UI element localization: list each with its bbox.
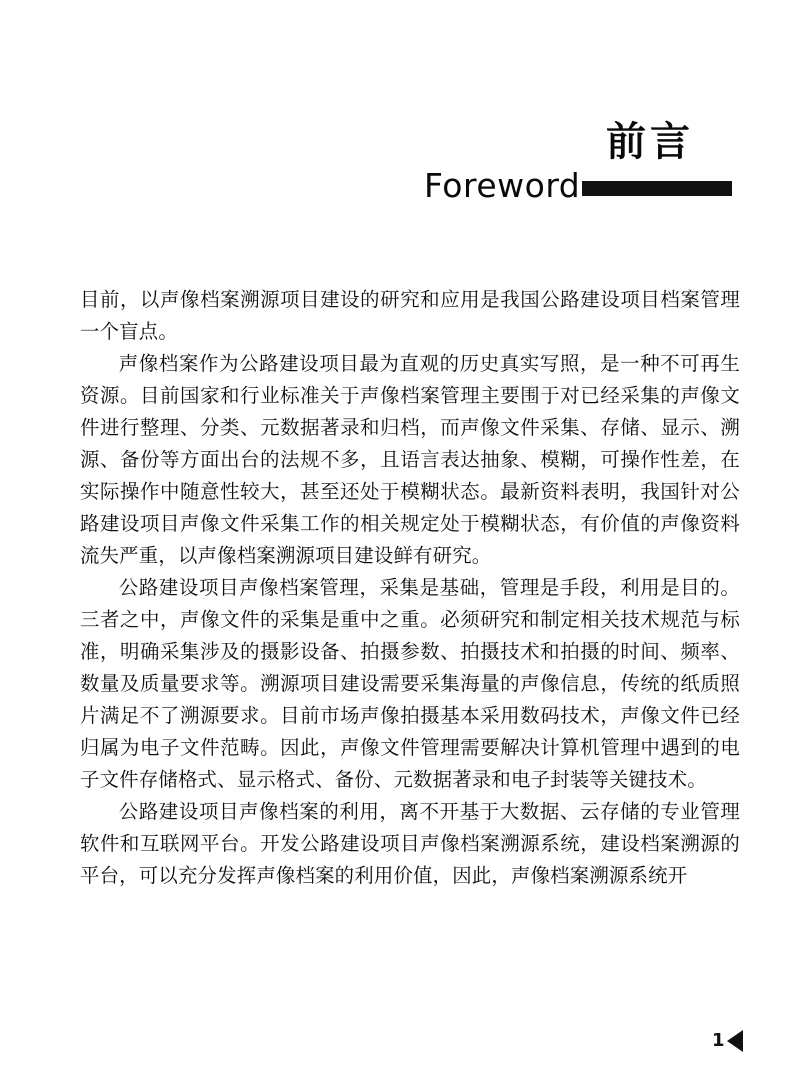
body-text <box>80 284 740 892</box>
page-title-english: Foreword <box>424 166 581 205</box>
paragraph-2: 声像档案作为公路建设项目最为直观的历史真实写照，是一种不可再生资源。目前国家和行业标准关于声像档案管理主要围于对已经采集的声像文件进行整理、分类、元数据著录和归档，而声像文件采集、存储、显示、溯源、备份等方面出台的法规不多，且语言表达抽象、模糊，可操作性差，在实际操作中随意性较大，甚至还处于模糊状态。最新资料表明，我国针对公路建设项目声像文件采集工作的相关规定处于模糊状态，有价值的声像资料流失严重，以声像档案溯源项目建设鲜有研究。 <box>80 352 740 567</box>
page-title-chinese: 前言 <box>606 119 694 165</box>
title-decorative-bar <box>582 181 732 196</box>
paragraph-4: 公路建设项目声像档案的利用，离不开基于大数据、云存储的专业管理软件和互联网平台。开发公路建设项目声像档案溯源系统，建设档案溯源的平台，可以充分发挥声像档案的利用价值，因此，声像档案溯源系统开 <box>80 800 740 887</box>
paragraph-3: 公路建设项目声像档案管理，采集是基础，管理是手段，利用是目的。三者之中，声像文件的采集是重中之重。必须研究和制定相关技术规范与标准，明确采集涉及的摄影设备、拍摄参数、拍摄技术和拍摄的时间、频率、数量及质量要求等。溯源项目建设需要采集海量的声像信息，传统的纸质照片满足不了溯源要求。目前市场声像拍摄基本采用数码技术，声像文件已经归属为电子文件范畴。因此，声像文件管理需要解决计算机管理中遇到的电子文件存储格式、显示格式、备份、元数据著录和电子封装等关键技术。 <box>80 576 740 791</box>
page-number: 1 <box>712 1030 725 1051</box>
paragraph-1: 目前，以声像档案溯源项目建设的研究和应用是我国公路建设项目档案管理一个盲点。 <box>80 288 740 343</box>
page-marker-triangle-icon <box>727 1030 743 1052</box>
